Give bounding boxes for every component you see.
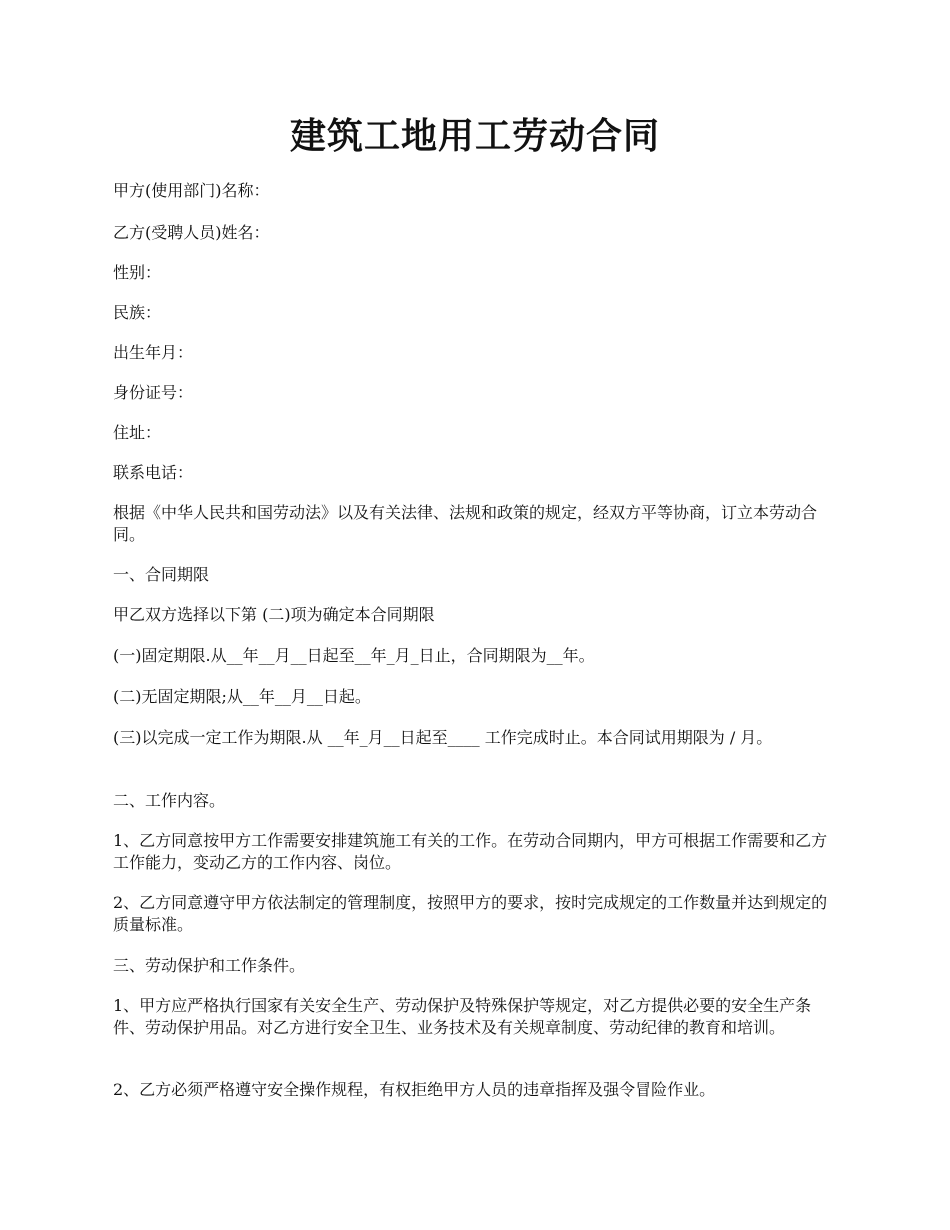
field-gender: 性别： [113, 263, 162, 282]
term-option-open-ended: (二)无固定期限;从__年__月__日起。 [113, 687, 371, 706]
field-address: 住址： [113, 423, 162, 442]
work-content-clause-1: 1、乙方同意按甲方工作需要安排建筑施工有关的工作。在劳动合同期内，甲方可根据工作需要和乙方工作能力，变动乙方的工作内容、岗位。 [113, 831, 828, 872]
document-title: 建筑工地用工劳动合同 [289, 115, 660, 157]
field-id-number: 身份证号： [113, 383, 194, 402]
section-heading-work-content: 二、工作内容。 [113, 791, 226, 810]
term-option-fixed: (一)固定期限.从__年__月__日起至__年_月_日止，合同期限为__年。 [113, 646, 595, 665]
field-ethnicity: 民族： [113, 303, 162, 322]
term-selection-paragraph: 甲乙双方选择以下第 (二)项为确定本合同期限 [113, 605, 435, 624]
field-party-b-name: 乙方(受聘人员)姓名： [113, 223, 270, 242]
labor-protection-clause-2: 2、乙方必须严格遵守安全操作规程，有权拒绝甲方人员的违章指挥及强令冒险作业。 [113, 1080, 716, 1099]
preamble-paragraph: 根据《中华人民共和国劳动法》以及有关法律、法规和政策的规定，经双方平等协商，订立本劳动合同。 [113, 503, 818, 544]
section-heading-term: 一、合同期限 [113, 565, 210, 584]
labor-protection-clause-1: 1、甲方应严格执行国家有关安全生产、劳动保护及特殊保护等规定，对乙方提供必要的安全生产条件、劳动保护用品。对乙方进行安全卫生、业务技术及有关规章制度、劳动纪律的教育和培训。 [113, 996, 812, 1037]
field-birth-date: 出生年月： [113, 343, 194, 362]
field-party-a-name: 甲方(使用部门)名称： [113, 181, 270, 200]
term-option-task-based: (三)以完成一定工作为期限.从 __年_月__日起至____ 工作完成时止。本合同试用期限为 / 月。 [113, 728, 773, 747]
section-heading-labor-protection: 三、劳动保护和工作条件。 [113, 956, 306, 975]
field-phone: 联系电话： [113, 463, 194, 482]
work-content-clause-2: 2、乙方同意遵守甲方依法制定的管理制度，按照甲方的要求，按时完成规定的工作数量并达到规定的质量标准。 [113, 893, 828, 934]
